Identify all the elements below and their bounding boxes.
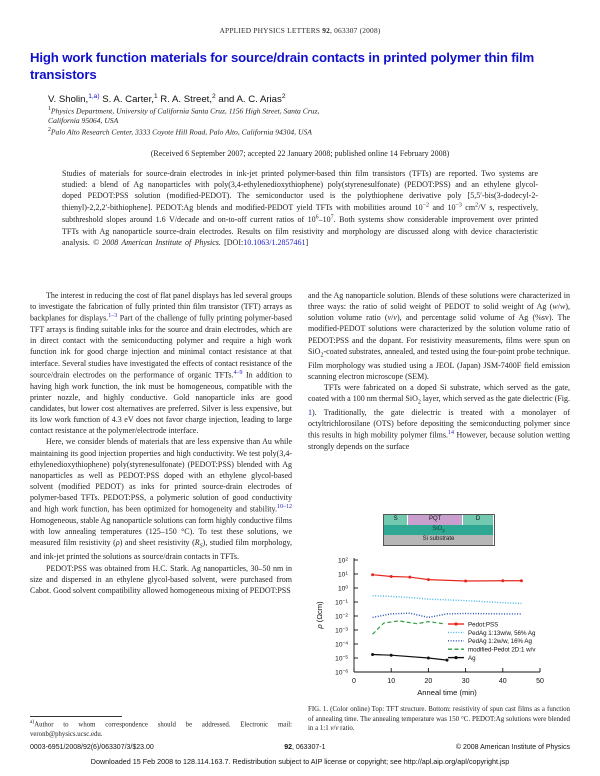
author-footnote-marker: 1,a) (88, 92, 100, 100)
journal-volume: 92 (322, 26, 331, 35)
abstract-copyright: © 2008 American Institute of Physics. (92, 238, 221, 248)
semiconductor-layer: PQT (408, 515, 463, 525)
figure-1 (308, 508, 570, 734)
author-list: V. Sholin,$^{1,a)}$ S. A. Carter,$^1$ R. A. Street,$^2$ and A. C. Arias$^2$ (48, 92, 286, 106)
affiliation-index: 2 (48, 127, 51, 134)
footnote-divider (30, 716, 122, 717)
series-line-2 (373, 613, 522, 617)
paragraph: The interest in reducing the cost of flat panel displays has led several groups to investigate the fabrication of fully printed thin film transistor (TFT) arrays as backplanes for displays.$^{1-3}$ Part of the challenge of fully printing polymer-based TFT arrays is finding suitable inks for the source and drain electrodes, which are in direct contact with the semiconducting polymer and require a high work function ink for good charge injection and minimal contact resistance at that interface. Several studies have investigated the effects of contact resistance of the source/drain electrodes on the performance of organic TFTs.$^{4-9}$ In addition to having high work function, the ink must be homogeneous, compatible with the printer nozzle, and highly conductive. Gold nanoparticle inks are good candidates, but lower cost alternatives are preferred. Silver is less expensive, but its low work function of 4.3 eV does not favor charge injection, leading to large contact resistance at the polymer/electrode interface. (30, 291, 292, 436)
affiliation-marker: 1 (153, 92, 158, 100)
y-axis-label: ρ (Ωcm) (315, 601, 324, 629)
source-electrode: S (384, 515, 408, 525)
paragraph: TFTs were fabricated on a doped Si substrate, which served as the gate, coated with a 100 nm thermal SiO$_2$ layer, which served as the gate dielectric (Fig. 1). Traditionally, the gate dielectric is treated with a monolayer of octyltrichlorosilane (OTS) before depositing the semiconducting polymer since this results in high mobility polymer films.$^{14}$ However, because solution wetting strongly depends on the surface (308, 383, 571, 452)
y-tick-label: $10^{-1}$ (335, 598, 348, 607)
y-tick-label: $10^1$ (337, 570, 348, 579)
journal-year: (2008) (359, 26, 381, 35)
footer-article-id: , 063307-1 (291, 744, 326, 751)
y-tick-labels (335, 556, 348, 677)
y-tick-label: $10^0$ (337, 584, 348, 593)
data-point (446, 658, 449, 661)
legend-label: PedAg 1:13w/w, 56% Ag (468, 629, 536, 637)
figure-caption-lead: FIG. 1. (308, 705, 329, 713)
y-tick-label: $10^{-2}$ (335, 612, 348, 621)
data-point (427, 578, 430, 581)
x-tick-label: 50 (536, 677, 544, 685)
legend-label: Ag (468, 654, 476, 662)
legend-marker (454, 656, 457, 659)
figure-ref[interactable]: 1 (308, 408, 312, 418)
journal-header: APPLIED PHYSICS LETTERS 92, 063307 (2008) (219, 26, 381, 35)
data-point (371, 573, 374, 576)
doi-close: ] (305, 238, 309, 248)
data-point (390, 654, 393, 657)
y-tick-label: $10^2$ (337, 556, 348, 565)
data-point (408, 575, 411, 578)
affiliation-1: $^1$Physics Department, University of California Santa Cruz, 1156 High Street, Santa Cruz, California 95064, USA (48, 106, 320, 126)
resistivity-plot (308, 550, 570, 700)
data-point (464, 579, 467, 582)
doi-label: [DOI: (224, 238, 244, 248)
x-axis-label: Anneal time (min) (417, 687, 477, 697)
received-dates: (Received 6 September 2007; accepted 22 January 2008; published online 14 February 2008) (150, 148, 450, 158)
paragraph: Here, we consider blends of materials that are less expensive than Au while maintaining its good injection properties and high conductivity. We test poly(3,4-ethylenedioxythiophene) poly(styrenesulfonate) (PEDOT:PSS) blended with Ag nanoparticles as well as PEDOT:PSS doped with an ethylene glycol-based solvent (modified PEDOT) as inks for printed source-drain electrodes of polymer-based TFTs. PEDOT:PSS, a polymeric solution of good conductivity and high work function, has been optimized for homogeneity and stability.$^{10-12}$ Homogeneous, stable Ag nanoparticle solutions can form highly conductive films with low annealing temperatures (125–150 °C). To test these solutions, we measured film resistivity (ρ) and sheet resistivity $(R_S)$, studied film morphology, and ink-jet printed the solutions as source/drain contacts in TFTs. (30, 437, 293, 562)
x-tick-group (354, 668, 540, 672)
data-point (427, 656, 430, 659)
y-tick-label: $10^{-6}$ (335, 668, 348, 677)
citation-ref[interactable]: 14 (448, 430, 454, 437)
journal-name: APPLIED PHYSICS LETTERS (219, 26, 321, 35)
footer-page-number (284, 744, 325, 751)
citation-ref[interactable]: 1–3 (108, 313, 118, 320)
citation-ref[interactable]: 4–9 (233, 369, 243, 376)
footer-issn: 0003-6951/2008/92(6)/063307/3/$23.00 (30, 744, 154, 751)
footer-copyright: © 2008 American Institute of Physics (455, 744, 570, 751)
affiliation-index: 1 (48, 106, 51, 113)
affiliation-marker: 2 (281, 92, 286, 100)
legend-label: modified-Pedot 2D:1 w/v (468, 646, 536, 654)
footnote (30, 719, 292, 739)
x-tick-label: 0 (352, 677, 356, 685)
journal-article-number: 063307 (334, 26, 358, 35)
series-line-4 (373, 654, 447, 660)
page-title: High work function materials for source/drain contacts in printed polymer thin film transistors (30, 50, 535, 83)
x-tick-label: 40 (498, 677, 507, 685)
abstract (62, 168, 538, 249)
series-line-0 (373, 575, 522, 581)
series-line-1 (373, 596, 522, 604)
page-footer (30, 744, 570, 751)
abstract-body: Studies of materials for source-drain electrodes in ink-jet printed polymer-based thin film transistors (TFTs) are reported. Two systems are studied: a blend of Ag nanoparticles with poly(3,4-ethylenedioxythiophene) poly(styrenesulfonate) (PEDOT:PSS) and an ethylene glycol-doped PEDOT:PSS solution (modified-PEDOT). The semiconductor used is the polythiophene derivative poly [5,5′-bis(3-dodecyl-2-thienyl)-2,2,2′-bithiophene]. PEDOT:Ag blends and modified-PEDOT yield TFTs with mobilities around $10^{-2}$ and $10^{-3}$ $cm^2/V$ s, respectively, subthreshold slopes around 1.6 V/decade and on-to-off current ratios of $10^6-10^7$. Both systems show considerable improvement over printed TFTs with Ag nanoparticle source-drain electrodes. Results on film resistivity and morphology are discussed along with device characteristic analysis. (62, 168, 539, 248)
data-point (520, 579, 523, 582)
data-point (371, 653, 374, 656)
legend-label: Pedot:PSS (468, 621, 499, 629)
substrate-label: Si substrate (384, 535, 494, 545)
drain-electrode: D (463, 515, 494, 525)
citation-ref[interactable]: 10–12 (277, 504, 292, 511)
footer-download-notice: Downloaded 15 Feb 2008 to 128.114.163.7. Redistribution subject to AIP license or copyright; see http://apl.aip.org/apl/copyright.jsp (90, 757, 510, 766)
y-tick-label: $10^{-3}$ (335, 626, 348, 635)
chart-legend (448, 621, 536, 662)
figure-caption (308, 705, 570, 734)
device-top-layer (384, 515, 494, 525)
series-line-3 (373, 621, 444, 634)
data-point (501, 579, 504, 582)
device-substrate-layer (384, 535, 494, 545)
footer-volume: 92 (284, 744, 292, 751)
doi-link[interactable]: 10.1063/1.2857461 (243, 238, 306, 248)
data-point (390, 575, 393, 578)
x-tick-label: 30 (461, 677, 470, 685)
left-column (30, 290, 292, 596)
oxide-layer-label: SiO$_2$ (384, 525, 494, 535)
y-tick-group (354, 560, 358, 672)
x-tick-labels (352, 678, 544, 685)
footnote-text: Author to whom correspondence should be addressed. Electronic mail: veronb@physics.ucsc.edu. (30, 721, 292, 738)
paragraph: PEDOT:PSS was obtained from H.C. Stark. Ag nanoparticles, 30–50 nm in size and dispersed in an ethylene glycol-based solvent, were purchased from Cabot. Good solvent compatibility allowed homogeneous mixing of PEDOT:PSS (30, 563, 292, 595)
device-oxide-layer (384, 525, 494, 535)
paragraph: and the Ag nanoparticle solution. Blends of these solutions were characterized in three ways: the ratio of solid weight of PEDOT to solid weight of Ag (w/w), solution volume ratio (v/v), and percentage solid volume of Ag (%sv). The modified-PEDOT solutions were characterized by the solution volume ratio of PEDOT:PSS and the dopant. For resistivity measurements, films were spun on SiO$_2$-coated substrates, annealed, and tested using the four-point probe technique. Film morphology was studied using a JEOL (Japan) JSM-7400F field emission scanning electron microscope (SEM). (308, 291, 570, 381)
affiliation-marker: 2 (212, 92, 216, 100)
y-tick-label: $10^{-5}$ (335, 654, 348, 663)
plot-svg (308, 550, 570, 700)
footnote-marker: a) (30, 719, 35, 725)
tft-structure-diagram (383, 514, 495, 546)
affiliation-2: $^2$Palo Alto Research Center, 3333 Coyote Hill Road, Palo Alto, California 94304, USA (48, 127, 312, 137)
figure-caption-text: (Color online) Top: TFT structure. Bottom: resistivity of spun cast films as a function of annealing time. The annealing temperature was 150 °C. PEDOT:Ag solutions were blended in a 1:1 v/v ratio. (308, 705, 570, 733)
legend-marker (454, 622, 457, 625)
legend-label: PedAg 1:2w/w, 16% Ag (468, 638, 532, 646)
x-tick-label: 10 (387, 677, 396, 685)
y-tick-label: $10^{-4}$ (335, 640, 348, 649)
x-tick-label: 20 (424, 677, 433, 685)
